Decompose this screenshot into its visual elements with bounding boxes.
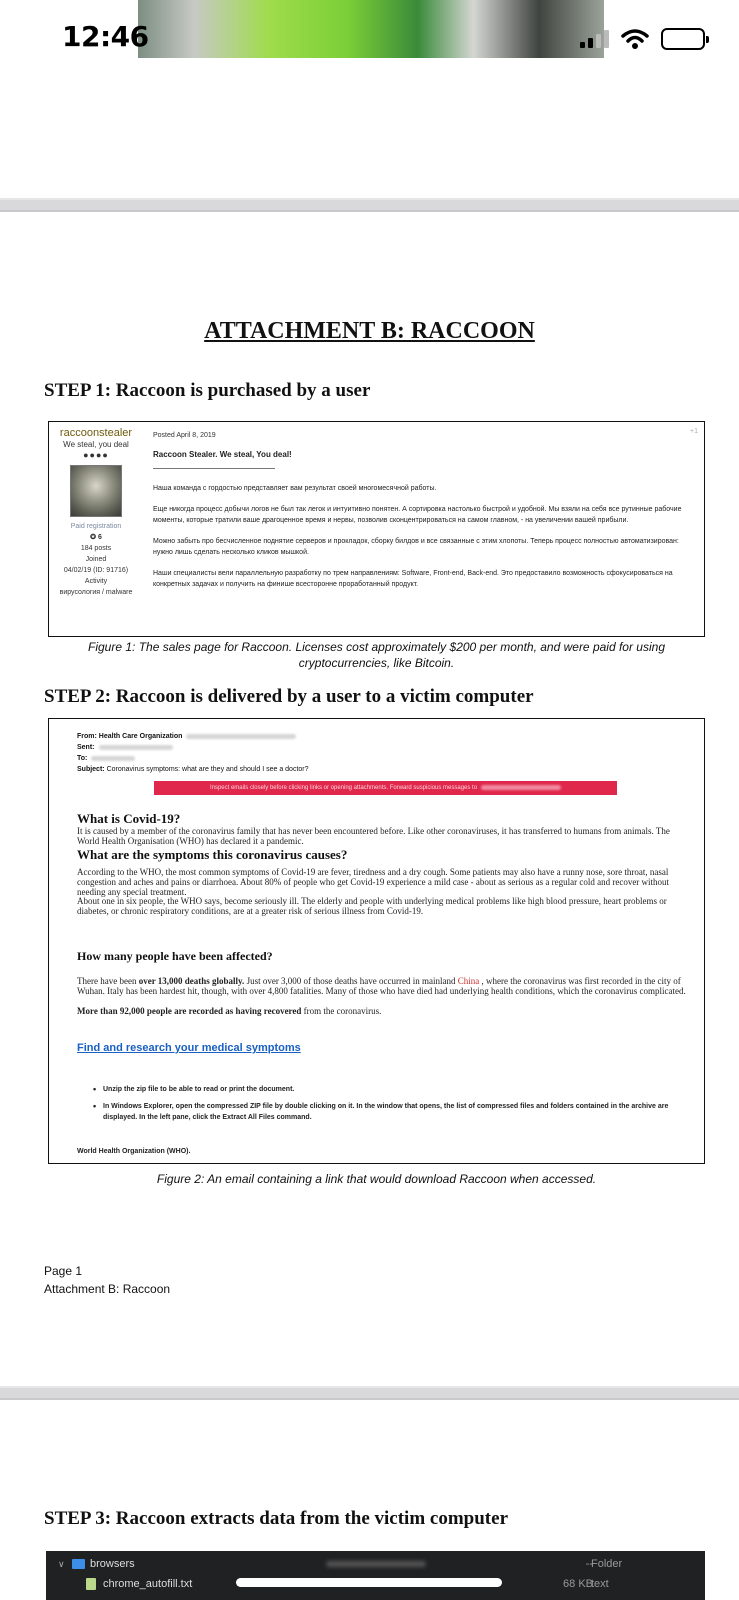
signal-icon bbox=[580, 30, 609, 48]
file-explorer-screenshot bbox=[46, 1551, 705, 1600]
page-separator bbox=[0, 1386, 739, 1400]
divider bbox=[153, 468, 275, 469]
figure-2-email bbox=[48, 718, 705, 1164]
forum-posted-date: Posted April 8, 2019 bbox=[153, 432, 216, 439]
email-heading-symptoms: What are the symptoms this coronavirus causes? bbox=[77, 847, 348, 862]
email-paragraph: According to the WHO, the most common symptoms of Covid-19 are fever, tiredness and a dry cough. Some patients may also have a runny nose, sore throat, nasal congestion and aches and pains or diarrhoea. About 80% of people who get Covid-19 experience a mild case - about as serious as a regular cold and recover without needing any special treatment. bbox=[77, 867, 670, 897]
raccoon-avatar-icon bbox=[70, 465, 122, 517]
text-run-bold: More than 92,000 people are recorded as having recovered bbox=[77, 1006, 302, 1016]
file-size: 68 KB bbox=[563, 1578, 593, 1590]
background-photo bbox=[138, 0, 604, 58]
status-icons bbox=[580, 26, 705, 52]
wifi-icon bbox=[621, 28, 649, 50]
list-item bbox=[46, 1554, 705, 1574]
email-heading-affected: How many people have been affected? bbox=[77, 949, 273, 963]
file-kind: text bbox=[591, 1578, 609, 1590]
list-item: • Unzip the zip file to be able to read or print the document. bbox=[95, 1084, 687, 1095]
redacted-text bbox=[99, 745, 173, 750]
forum-group: Paid registration bbox=[70, 523, 122, 530]
forum-quote-mark: +1 bbox=[690, 428, 698, 435]
forum-paragraph: Наша команда с гордостью представляет вам результат своей многомесячной работы. bbox=[153, 485, 437, 492]
battery-icon bbox=[661, 28, 705, 50]
email-paragraph-recovered bbox=[77, 1007, 687, 1017]
forum-rank-dots: ●●●● bbox=[83, 450, 109, 460]
redacted-text bbox=[186, 734, 296, 739]
home-indicator[interactable] bbox=[236, 1578, 502, 1587]
forum-posts: 184 posts bbox=[80, 545, 112, 552]
email-warning-banner bbox=[154, 781, 617, 795]
forum-activity-value: вирусология / malware bbox=[59, 589, 133, 596]
email-from-label: From: bbox=[77, 733, 97, 740]
forum-joined-value: 04/02/19 (ID: 91716) bbox=[63, 567, 129, 574]
status-bar bbox=[0, 0, 739, 58]
file-name: chrome_autofill.txt bbox=[103, 1578, 193, 1590]
forum-activity-label: Activity bbox=[84, 578, 108, 585]
file-name: browsers bbox=[90, 1558, 135, 1570]
email-warning-text: Inspect emails closely before clicking links or opening attachments. Forward suspicious messages to bbox=[209, 785, 478, 791]
text-run-china: China bbox=[457, 976, 480, 986]
forum-paragraph: Наши специалисты вели параллельную разработку по трем направлениям: Software, Front-end, Back-end. Это предоставило возможность сфокусироваться на конкретных задачах и получить на финише всесторонне проработанный продукт. bbox=[153, 570, 673, 588]
email-subject-value: Coronavirus symptoms: what are they and should I see a doctor? bbox=[106, 766, 309, 773]
figure-1-forum-post bbox=[48, 421, 705, 637]
email-from-value: Health Care Organization bbox=[98, 733, 183, 740]
email-sent-label: Sent: bbox=[77, 744, 95, 751]
email-paragraph: About one in six people, the WHO says, become seriously ill. The elderly and people with underlying medical problems like high blood pressure, heart problems or diabetes, or chronic respiratory conditions, are at a greater risk of serious illness from Covid-19. bbox=[77, 896, 667, 916]
text-run: There have been bbox=[77, 976, 139, 986]
text-run-bold: over 13,000 deaths globally. bbox=[138, 976, 245, 986]
email-to-label: To: bbox=[77, 755, 88, 762]
text-run: , where the coronavirus was first recorded in the city of Wuhan. Italy has been hardest hit, though, with over 4,800 fatalities. Many of those who have died had underlying health conditions, which the coronavirus complicated. bbox=[77, 976, 686, 996]
redacted-text bbox=[481, 785, 561, 790]
status-time: 12:46 bbox=[62, 20, 149, 53]
list-item: • In Windows Explorer, open the compressed ZIP file by double clicking on it. In the window that opens, the list of compressed files and folders contained in the archive are displayed. In the left pane, click the Extract All Files command. bbox=[95, 1101, 687, 1123]
figure-1-caption: Figure 1: The sales page for Raccoon. Licenses cost approximately $200 per month, and were paid for using cryptocurrencies, like Bitcoin. bbox=[88, 640, 665, 670]
email-subject-label: Subject: bbox=[77, 766, 105, 773]
forum-reputation: ✪ 6 bbox=[90, 534, 102, 541]
redacted-text bbox=[326, 1561, 426, 1567]
medical-symptoms-link[interactable]: Find and research your medical symptoms bbox=[77, 1042, 301, 1054]
email-heading-covid: What is Covid-19? bbox=[77, 811, 181, 826]
chevron-down-icon: ∨ bbox=[58, 1559, 65, 1569]
text-run: Just over 3,000 of those deaths have occurred in mainland bbox=[244, 976, 458, 986]
email-header bbox=[77, 731, 309, 775]
footer-title: Attachment B: Raccoon bbox=[44, 1282, 171, 1296]
forum-user-panel bbox=[49, 428, 143, 598]
redacted-text bbox=[91, 756, 135, 761]
file-kind: Folder bbox=[591, 1558, 623, 1570]
email-paragraph-deaths bbox=[77, 977, 687, 997]
text-run: from the coronavirus. bbox=[301, 1006, 382, 1016]
forum-subject: Raccoon Stealer. We steal, You deal! bbox=[153, 450, 292, 459]
forum-username: raccoonstealer bbox=[59, 427, 133, 439]
forum-tagline: We steal, you deal bbox=[63, 440, 129, 449]
figure-2-caption: Figure 2: An email containing a link that would download Raccoon when accessed. bbox=[156, 1172, 597, 1186]
page-number: Page 1 bbox=[44, 1264, 83, 1278]
forum-paragraph: Еще никогда процесс добычи логов не был так легок и интуитивно понятен. А сортировка настолько быстрой и удобной. Мы взяли на себя все рутинные рабочие моменты, которые тратили ваше драгоценное время и нервы, позволив сконцентрироваться на самом главном, - на увеличении вашей прибыли. bbox=[153, 506, 682, 524]
forum-joined-label: Joined bbox=[85, 556, 107, 563]
step-2-heading: STEP 2: Raccoon is delivered by a user to a victim computer bbox=[44, 686, 534, 707]
step-1-heading: STEP 1: Raccoon is purchased by a user bbox=[44, 380, 371, 401]
forum-post-body bbox=[153, 430, 693, 600]
text-file-icon bbox=[86, 1578, 96, 1590]
document-title: ATTACHMENT B: RACCOON bbox=[204, 318, 535, 344]
file-size: -- bbox=[585, 1558, 593, 1570]
folder-icon bbox=[72, 1559, 85, 1569]
page-separator bbox=[0, 198, 739, 212]
email-paragraph: It is caused by a member of the coronavirus family that has never been encountered before. Like other coronaviruses, it has transferred to humans from animals. The World Health Organisation (WHO) has declared it a pandemic. bbox=[77, 826, 670, 846]
email-instructions-list bbox=[95, 1084, 687, 1129]
page-footer bbox=[44, 1262, 170, 1298]
email-footer: World Health Organization (WHO). bbox=[77, 1148, 191, 1155]
forum-paragraph: Можно забыть про бесчисленное поднятие серверов и прокладок, сборку билдов и все связанные с этим хлопоты. Теперь процесс полностью автоматизирован: нужно лишь сделать несколько кликов мышкой. bbox=[153, 538, 679, 556]
step-3-heading: STEP 3: Raccoon extracts data from the victim computer bbox=[44, 1508, 508, 1529]
